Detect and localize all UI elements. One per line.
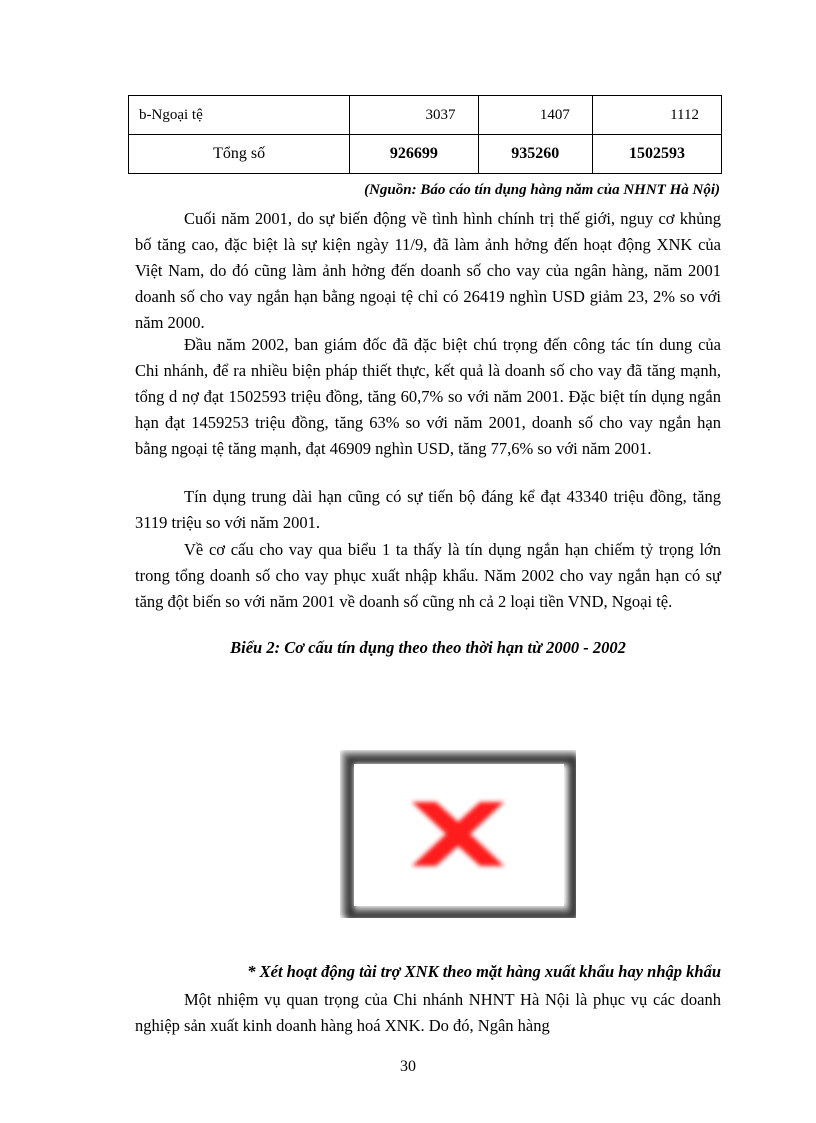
figure-caption: Biểu 2: Cơ cấu tín dụng theo theo thời hạn từ 2000 - 2002: [230, 638, 626, 657]
cell-2001: 1407: [478, 96, 592, 135]
table-row: [129, 96, 722, 135]
table-row: [129, 135, 722, 174]
row-label: Tổng số: [129, 135, 350, 174]
broken-image-icon: [340, 750, 576, 918]
row-label: b-Ngoại tệ: [129, 96, 350, 135]
paragraph: Cuối năm 2001, do sự biến động về tình hình chính trị thế giới, nguy cơ khủng bố tăng cao, đặc biệt là sự kiện ngày 11/9, đã làm ảnh hởng đến hoạt động XNK của Việt Nam, do đó cũng làm ảnh hởng đến doanh số cho vay của ngân hàng, năm 2001 doanh số cho vay ngắn hạn bằng ngoại tệ chỉ có 26419 nghìn USD giảm 23, 2% so với năm 2000.: [135, 209, 721, 332]
credit-table: [128, 95, 722, 174]
cell-2002: 1502593: [592, 135, 721, 174]
section-subheading: * Xét hoạt động tài trợ XNK theo mặt hàng xuất khẩu hay nhập khẩu: [247, 962, 721, 981]
paragraph: Về cơ cấu cho vay qua biểu 1 ta thấy là tín dụng ngắn hạn chiếm tỷ trọng lớn trong tổng doanh số cho vay phục xuất nhập khẩu. Năm 2002 cho vay ngắn hạn có sự tăng đột biến so với năm 2001 về doanh số cũng nh cả 2 loại tiền VND, Ngoại tệ.: [135, 540, 721, 611]
page-number: 30: [400, 1058, 416, 1075]
cell-2002: 1112: [592, 96, 721, 135]
cell-2000: 926699: [350, 135, 478, 174]
source-note: (Nguồn: Báo cáo tín dụng hàng năm của NHNT Hà Nội): [364, 182, 720, 198]
cell-2001: 935260: [478, 135, 592, 174]
paragraph: Một nhiệm vụ quan trọng của Chi nhánh NHNT Hà Nội là phục vụ các doanh nghiệp sản xuất kinh doanh hàng hoá XNK. Do đó, Ngân hàng: [135, 990, 721, 1035]
paragraph: Đầu năm 2002, ban giám đốc đã đặc biệt chú trọng đến công tác tín dung của Chi nhánh, để ra nhiều biện pháp thiết thực, kết quả là doanh số cho vay đã tăng mạnh, tổng d nợ đạt 1502593 triệu đồng, tăng 60,7% so với năm 2001. Đặc biệt tín dụng ngắn hạn đạt 1459253 triệu đồng, tăng 63% so với năm 2001, doanh số cho vay ngắn hạn bằng ngoại tệ tăng mạnh, đạt 46909 nghìn USD, tăng 77,6% so với năm 2001.: [135, 335, 721, 458]
cell-2000: 3037: [350, 96, 478, 135]
paragraph: Tín dụng trung dài hạn cũng có sự tiến bộ đáng kể đạt 43340 triệu đồng, tăng 3119 triệu so với năm 2001.: [135, 487, 721, 532]
